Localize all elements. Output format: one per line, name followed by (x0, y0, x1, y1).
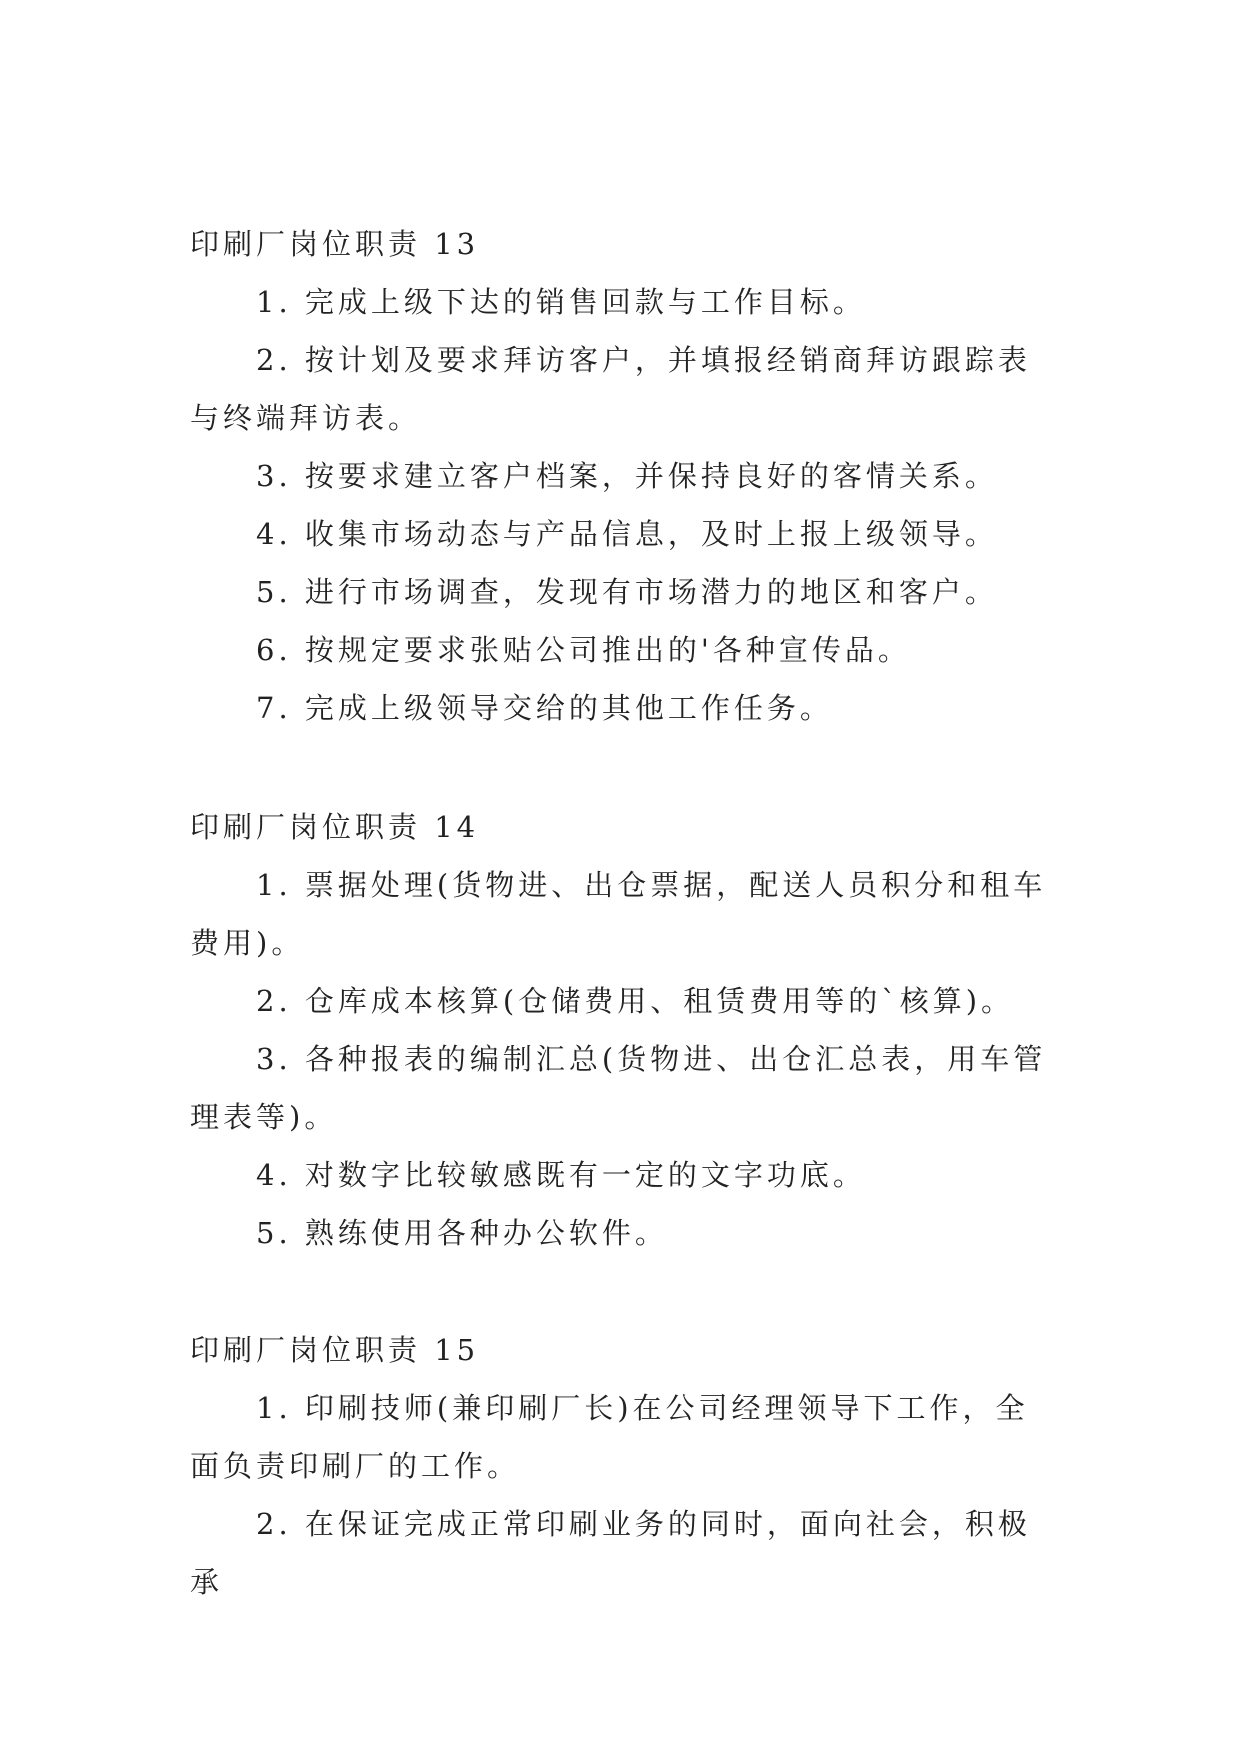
list-item: 2. 仓库成本核算(仓储费用、租赁费用等的`核算)。 (256, 984, 1015, 1018)
list-item: 2. 在保证完成正常印刷业务的同时，面向社会，积极承 (190, 1507, 1031, 1599)
section-13 (190, 215, 1050, 737)
list-item: 5. 进行市场调查，发现有市场潜力的地区和客户。 (256, 575, 998, 609)
list-item: 3. 按要求建立客户档案，并保持良好的客情关系。 (256, 459, 998, 493)
section-title: 印刷厂岗位职责 13 (190, 227, 480, 261)
list-item: 1. 完成上级下达的销售回款与工作目标。 (256, 285, 866, 319)
list-item: 3. 各种报表的编制汇总(货物进、出仓汇总表，用车管理表等)。 (190, 1042, 1047, 1134)
section-title: 印刷厂岗位职责 15 (190, 1333, 480, 1367)
section-title: 印刷厂岗位职责 14 (190, 810, 480, 844)
list-item: 4. 对数字比较敏感既有一定的文字功底。 (256, 1158, 866, 1192)
section-14 (190, 798, 1050, 1262)
section-15 (190, 1321, 1050, 1611)
list-item: 1. 印刷技师(兼印刷厂长)在公司经理领导下工作，全面负责印刷厂的工作。 (190, 1391, 1029, 1483)
list-item: 5. 熟练使用各种办公软件。 (256, 1216, 668, 1250)
list-item: 1. 票据处理(货物进、出仓票据，配送人员积分和租车费用)。 (190, 868, 1047, 960)
list-item: 2. 按计划及要求拜访客户，并填报经销商拜访跟踪表与终端拜访表。 (190, 343, 1031, 435)
list-item: 7. 完成上级领导交给的其他工作任务。 (256, 691, 833, 725)
list-item: 6. 按规定要求张贴公司推出的'各种宣传品。 (256, 633, 911, 667)
list-item: 4. 收集市场动态与产品信息，及时上报上级领导。 (256, 517, 998, 551)
